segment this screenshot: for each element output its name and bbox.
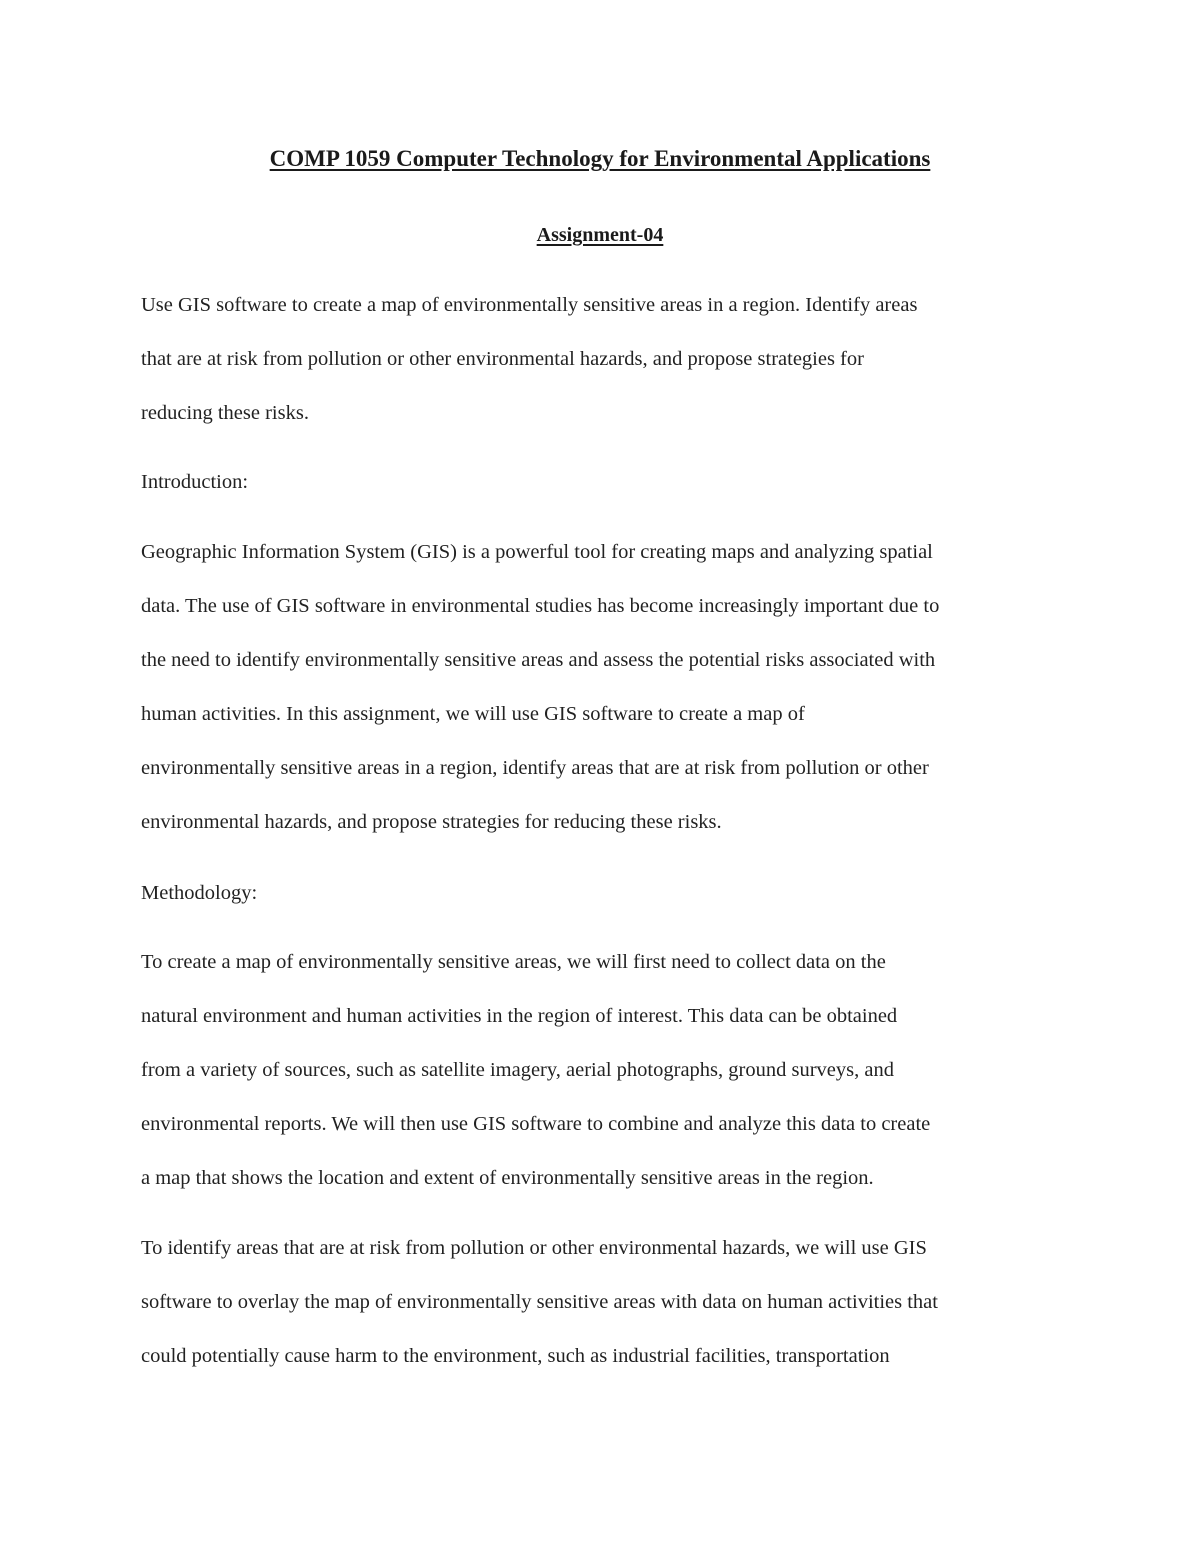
text-line: software to overlay the map of environmentally sensitive areas with data on human activities that bbox=[141, 1291, 938, 1313]
text-line: a map that shows the location and extent of environmentally sensitive areas in the region. bbox=[141, 1167, 874, 1189]
section-heading-methodology: Methodology: bbox=[141, 882, 258, 904]
text-line: environmental hazards, and propose strategies for reducing these risks. bbox=[141, 811, 722, 833]
document-subtitle: Assignment-04 bbox=[536, 224, 664, 246]
text-line: Geographic Information System (GIS) is a powerful tool for creating maps and analyzing spatial bbox=[141, 541, 933, 563]
section-heading-introduction: Introduction: bbox=[141, 471, 249, 493]
text-line: To identify areas that are at risk from pollution or other environmental hazards, we will use GIS bbox=[141, 1237, 927, 1259]
text-line: To create a map of environmentally sensitive areas, we will first need to collect data on the bbox=[141, 951, 886, 973]
text-line: Use GIS software to create a map of environmentally sensitive areas in a region. Identify areas bbox=[141, 294, 918, 316]
text-line: data. The use of GIS software in environmental studies has become increasingly important due to bbox=[141, 595, 940, 617]
document-title: COMP 1059 Computer Technology for Environmental Applications bbox=[269, 146, 931, 171]
text-line: reducing these risks. bbox=[141, 402, 309, 424]
text-line: the need to identify environmentally sensitive areas and assess the potential risks associated with bbox=[141, 649, 936, 671]
text-line: from a variety of sources, such as satellite imagery, aerial photographs, ground surveys, and bbox=[141, 1059, 894, 1081]
text-line: natural environment and human activities in the region of interest. This data can be obtained bbox=[141, 1005, 898, 1027]
text-line: environmental reports. We will then use GIS software to combine and analyze this data to create bbox=[141, 1113, 931, 1135]
text-line: could potentially cause harm to the environment, such as industrial facilities, transportation bbox=[141, 1345, 890, 1367]
text-line: human activities. In this assignment, we will use GIS software to create a map of bbox=[141, 703, 805, 725]
text-line: environmentally sensitive areas in a region, identify areas that are at risk from pollution or other bbox=[141, 757, 929, 779]
text-line: that are at risk from pollution or other environmental hazards, and propose strategies for bbox=[141, 348, 864, 370]
